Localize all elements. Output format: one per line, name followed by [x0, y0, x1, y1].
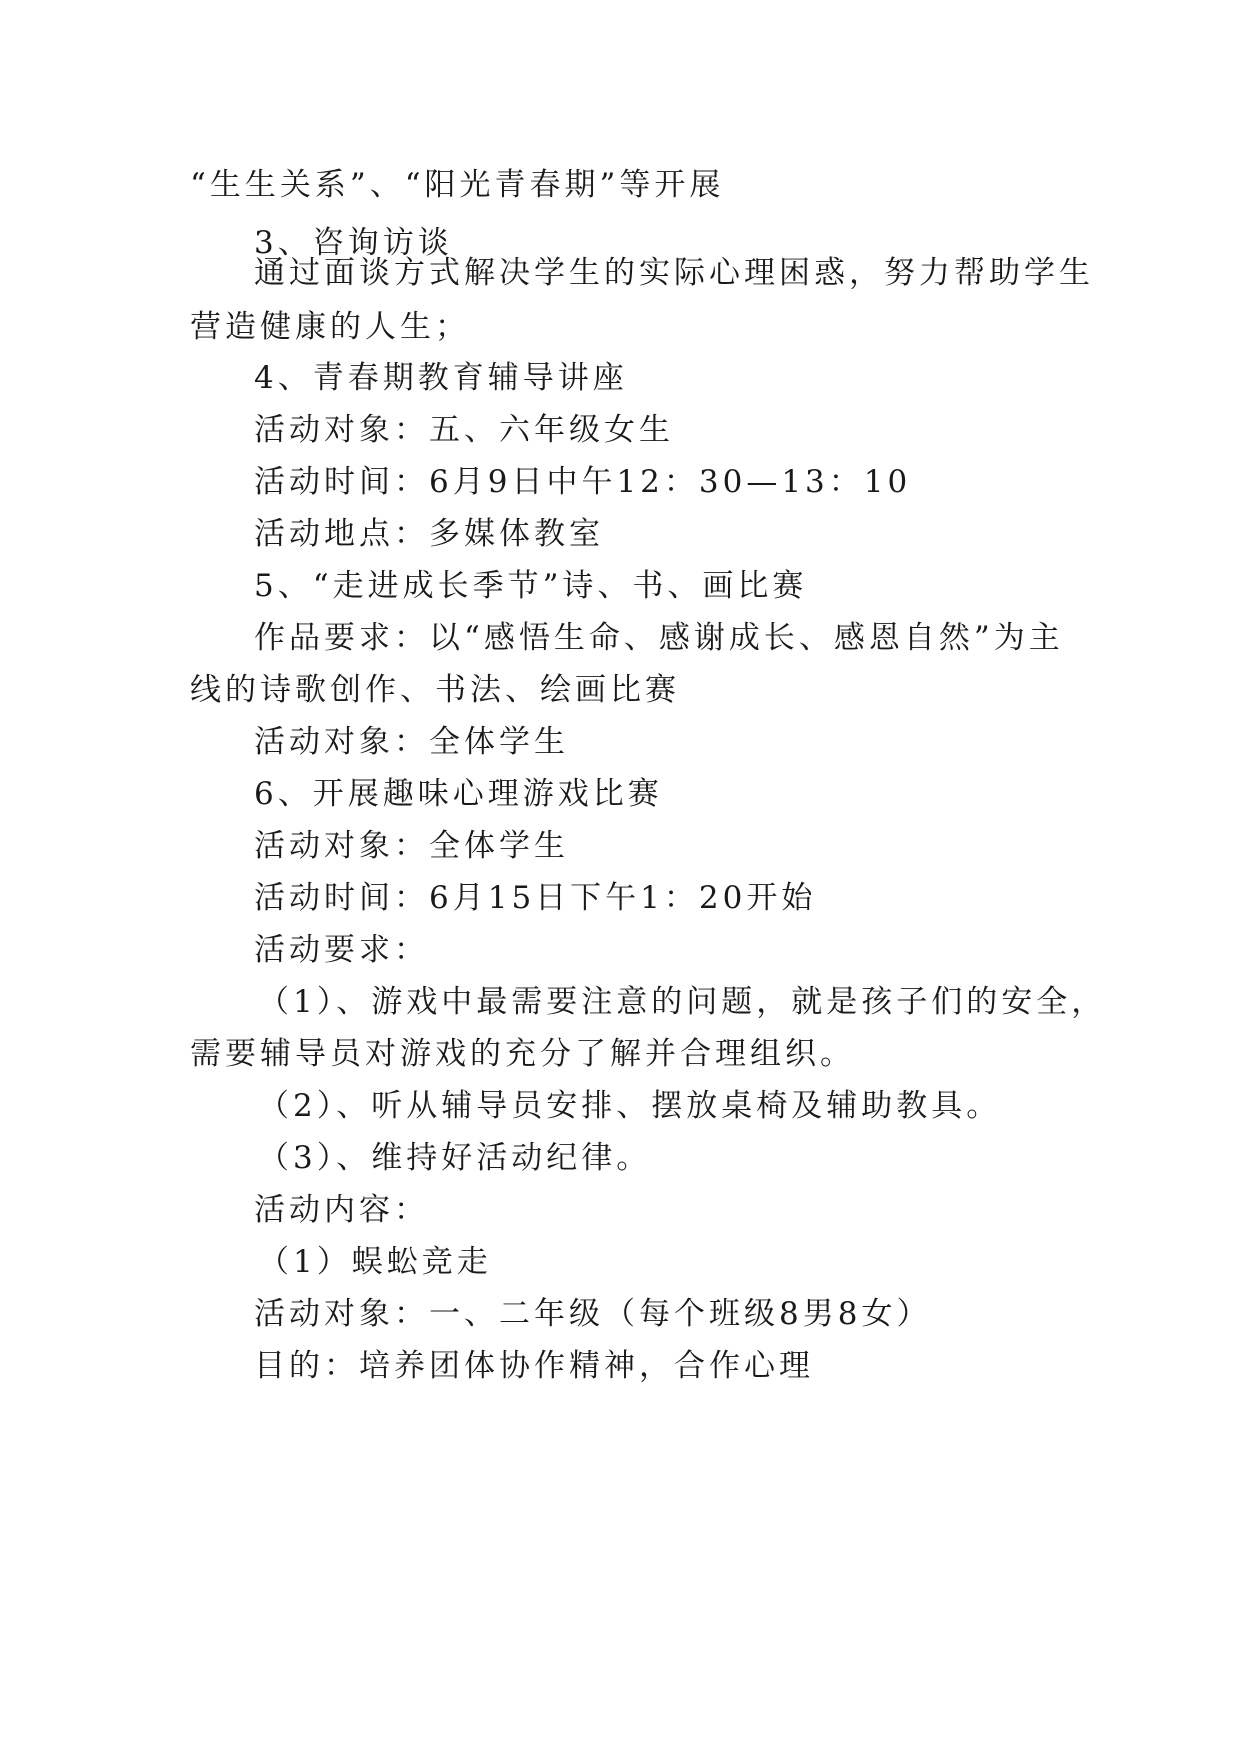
text-line: 活动时间：6月15日下午1：20开始	[254, 880, 817, 916]
list-item: （2）、听从辅导员安排、摆放桌椅及辅助教具。	[258, 1088, 1002, 1124]
text-line: 活动内容：	[254, 1192, 429, 1228]
section-heading: 5、“走进成长季节”诗、书、画比赛	[254, 568, 808, 604]
section-heading: 3、咨询访谈	[254, 225, 453, 261]
text-line: “生生关系”、“阳光青春期”等开展	[190, 167, 725, 203]
text-line: 活动要求：	[254, 932, 429, 968]
list-item: （3）、维持好活动纪律。	[258, 1140, 652, 1176]
text-line: 通过面谈方式解决学生的实际心理困惑，努力帮助学生	[254, 255, 1094, 291]
text-line: 活动对象：五、六年级女生	[254, 412, 674, 448]
text-line: 线的诗歌创作、书法、绘画比赛	[190, 672, 680, 708]
list-item: （1）蜈蚣竞走	[258, 1244, 492, 1280]
text-line: 活动对象：全体学生	[254, 724, 569, 760]
text-line: 需要辅导员对游戏的充分了解并合理组织。	[190, 1036, 855, 1072]
list-item: （1）、游戏中最需要注意的问题，就是孩子们的安全，	[258, 984, 1107, 1020]
section-heading: 6、开展趣味心理游戏比赛	[254, 776, 663, 812]
text-line: 活动时间：6月9日中午12：30—13：10	[254, 464, 912, 500]
text-line: 活动地点：多媒体教室	[254, 516, 604, 552]
section-heading: 4、青春期教育辅导讲座	[254, 360, 628, 396]
text-line: 营造健康的人生；	[190, 309, 470, 345]
text-line: 活动对象：全体学生	[254, 828, 569, 864]
text-line: 目的：培养团体协作精神，合作心理	[254, 1348, 814, 1384]
text-line: 作品要求：以“感悟生命、感谢成长、感恩自然”为主	[254, 620, 1064, 656]
text-line: 活动对象：一、二年级（每个班级8男8女）	[254, 1296, 932, 1332]
